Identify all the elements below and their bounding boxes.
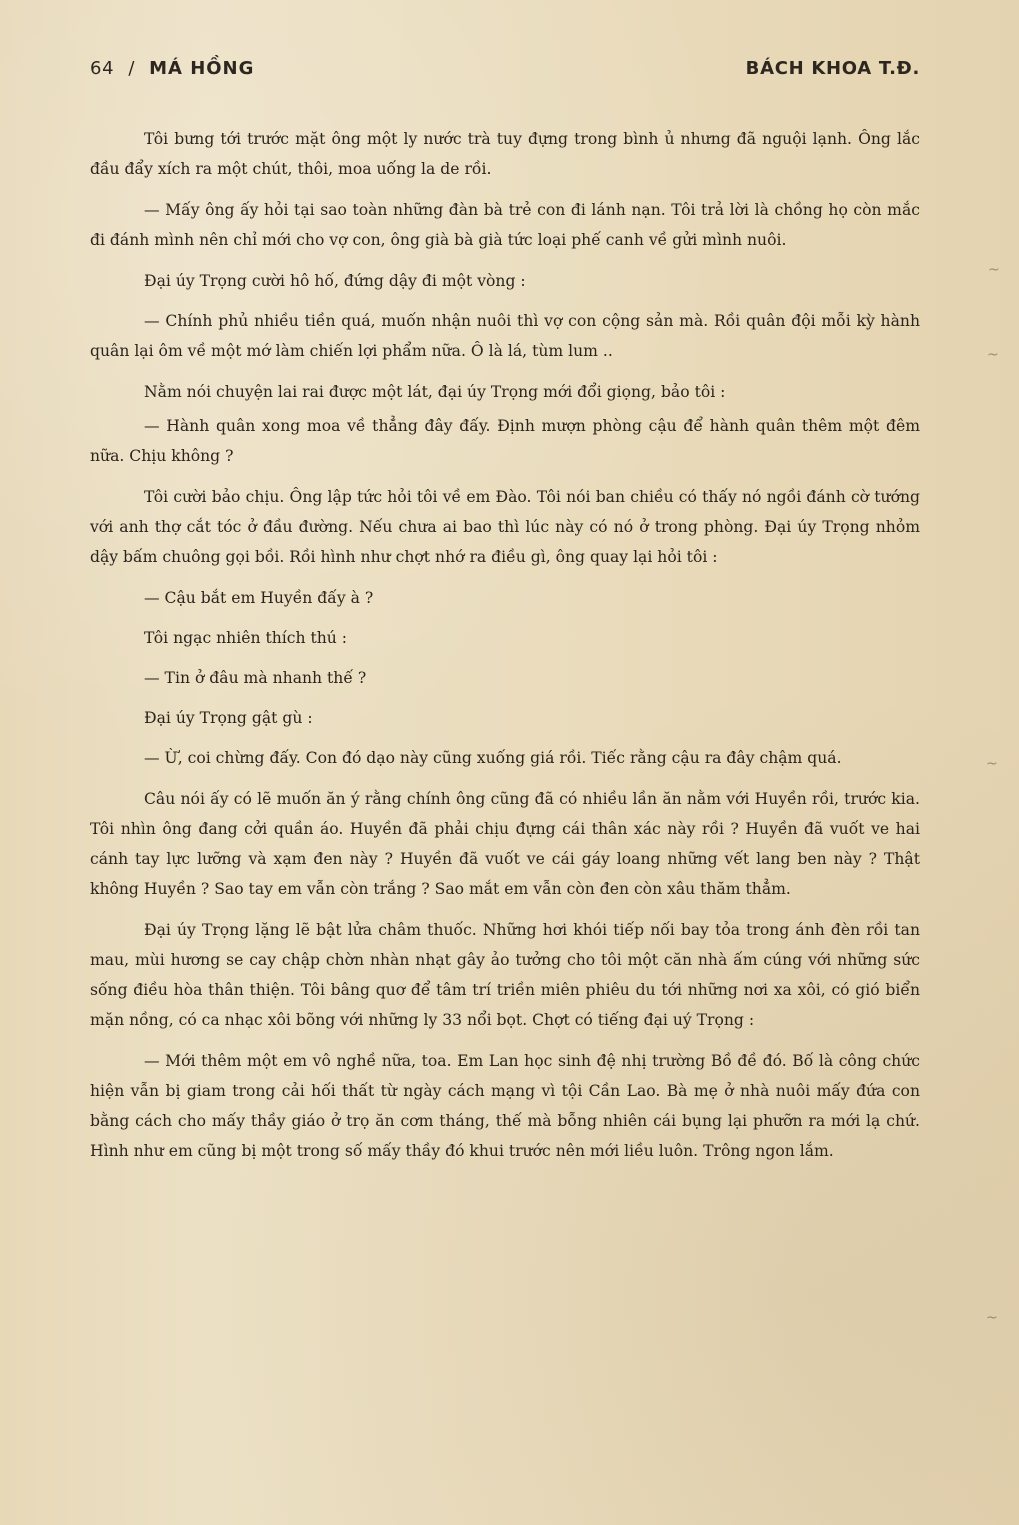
margin-mark: ~: [988, 262, 1000, 278]
paragraph-4: — Chính phủ nhiều tiền quá, muốn nhận nuôi thì vợ con cộng sản mà. Rồi quân đội mỗi kỳ hành quân lại ôm về một mớ làm chiến lợi phẩm nữa. Ô là lá, tùm lum ..: [90, 312, 920, 360]
paragraph-5: Nằm nói chuyện lai rai được một lát, đại úy Trọng mới đổi giọng, bảo tôi :: [144, 383, 726, 401]
text-column: [90, 124, 920, 1177]
paragraph-8: — Cậu bắt em Huyền đấy à ?: [144, 589, 374, 607]
margin-mark: ~: [987, 347, 999, 363]
paragraph-6: — Hành quân xong moa về thẳng đây đấy. Định mượn phòng cậu để hành quân thêm một đêm nữa. Chịu không ?: [90, 417, 920, 465]
paragraph-1: Tôi bưng tới trước mặt ông một ly nước trà tuy đựng trong bình ủ nhưng đã nguội lạnh. Ông lắc đầu đẩy xích ra một chút, thôi, moa uống la de rồi.: [90, 130, 920, 178]
paragraph-3: Đại úy Trọng cười hô hố, đứng dậy đi một vòng :: [144, 272, 526, 290]
header-left: [90, 58, 254, 79]
margin-mark: ~: [986, 756, 998, 772]
paragraph-2: — Mấy ông ấy hỏi tại sao toàn những đàn bà trẻ con đi lánh nạn. Tôi trả lời là chồng họ còn mắc đi đánh mình nên chỉ mới cho vợ con, ông già bà già tức loại phế canh về gửi mình nuôi.: [90, 201, 920, 249]
page-number: 64: [90, 58, 115, 79]
story-title: MÁ HỒNG: [149, 58, 255, 79]
paragraph-11: Đại úy Trọng gật gù :: [144, 709, 313, 727]
margin-mark: ~: [986, 1310, 998, 1326]
paragraph-9: Tôi ngạc nhiên thích thú :: [144, 629, 348, 647]
paragraph-12: — Ừ, coi chừng đấy. Con đó dạo này cũng xuống giá rồi. Tiếc rằng cậu ra đây chậm quá.: [144, 749, 842, 767]
paragraph-13: Câu nói ấy có lẽ muốn ăn ý rằng chính ông cũng đã có nhiều lần ăn nằm với Huyền rồi, trước kia. Tôi nhìn ông đang cởi quần áo. Huyền đã phải chịu đựng cái thân xác này rồi ? Huyền đã vuốt ve hai cánh tay lực lưỡng và xạm đen này ? Huyền đã vuốt ve cái gáy loang những vết lang ben này ? Thật không Huyền ? Sao tay em vẫn còn trắng ? Sao mắt em vẫn còn đen còn xâu thăm thẳm.: [90, 790, 920, 898]
running-header: [90, 58, 920, 86]
publication-title: BÁCH KHOA T.Đ.: [745, 58, 920, 79]
paragraph-14: Đại úy Trọng lặng lẽ bật lửa châm thuốc. Những hơi khói tiếp nối bay tỏa trong ánh đèn rồi tan mau, mùi hương se cay chập chờn nhàn nhạt gây ảo tưởng cho tôi một căn nhà ấm cúng với những sức sống điều hòa thân thiện. Tôi bâng quơ để tâm trí triền miên phiêu du tới những nơi xa xôi, có gió biển mặn nồng, có ca nhạc xôi bõng với những ly 33 nổi bọt. Chợt có tiếng đại uý Trọng :: [90, 921, 920, 1029]
paragraph-15: — Mới thêm một em vô nghề nữa, toa. Em Lan học sinh đệ nhị trường Bồ đề đó. Bố là công chức hiện vẫn bị giam trong cải hối thất từ ngày cách mạng vì tội Cần Lao. Bà mẹ ở nhà nuôi mấy đứa con bằng cách cho mấy thầy giáo ở trọ ăn cơm tháng, thế mà bỗng nhiên cái bụng lại phưỡn ra mới lạ chứ. Hình như em cũng bị một trong số mấy thầy đó khui trước nên mới liều luôn. Trông ngon lắm.: [90, 1052, 920, 1160]
paragraph-10: — Tin ở đâu mà nhanh thế ?: [144, 669, 367, 687]
header-separator: /: [128, 58, 136, 79]
paragraph-7: Tôi cười bảo chịu. Ông lập tức hỏi tôi về em Đào. Tôi nói ban chiều có thấy nó ngồi đánh cờ tướng với anh thợ cắt tóc ở đầu đường. Nếu chưa ai bao thì lúc này có nó ở trong phòng. Đại úy Trọng nhỏm dậy bấm chuông gọi bồi. Rồi hình như chợt nhớ ra điều gì, ông quay lại hỏi tôi :: [90, 488, 920, 566]
